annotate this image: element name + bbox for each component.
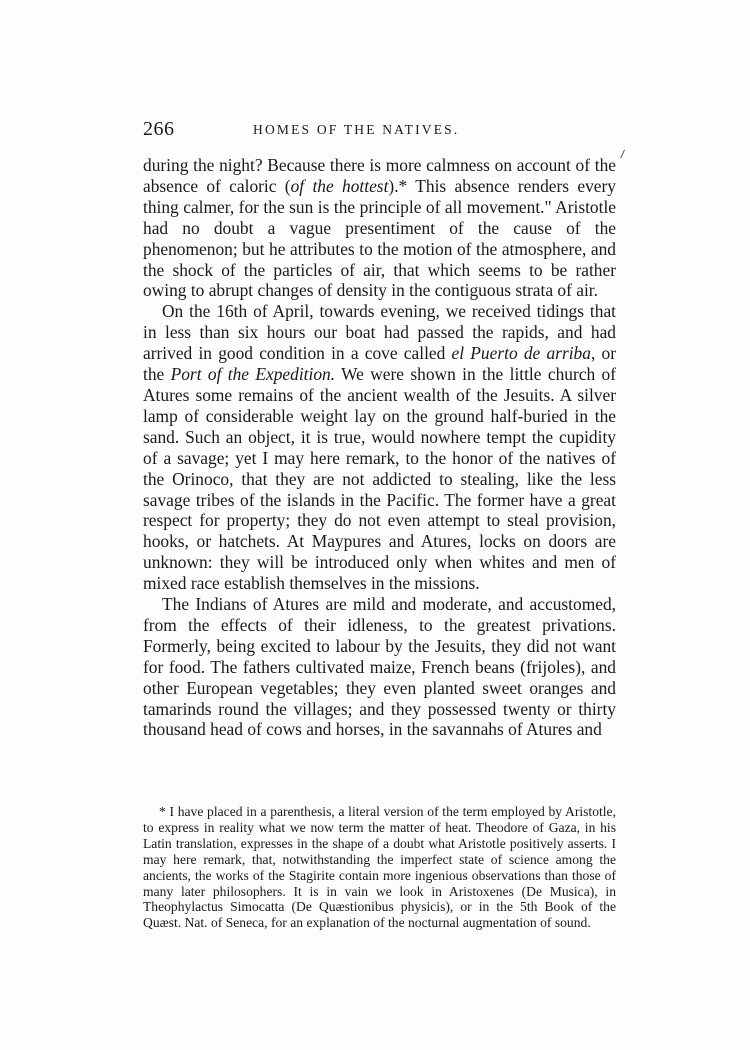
margin-mark xyxy=(620,150,627,160)
footnote xyxy=(143,804,616,931)
paragraph-2-italic-b: Port of the Expedition. xyxy=(170,364,336,385)
paragraph-2-text-a: On the 16th of April, towards evening, we received tidings that in less than six hours our boat had passed the rapids, and had arrived in good condition in a cove called xyxy=(143,301,616,364)
page-number: 266 xyxy=(143,118,175,140)
paragraph-2 xyxy=(143,301,616,594)
paragraph-1-italic: of the hottest xyxy=(290,175,389,196)
paragraph-3: The Indians of Atures are mild and moderate, and accustomed, from the effects of their idleness, to the greatest privations. Formerly, being excited to labour by the Jesuits, they did not want for food. The fathers cultivated maize, French beans (frijoles), and other European vegetables; they even planted sweet oranges and tamarinds round the villages; and they possessed twenty or thirty thousand head of cows and horses, in the savannahs of Atures and xyxy=(143,594,616,740)
body-text xyxy=(143,155,616,740)
paragraph-2-text-b: , or the xyxy=(143,343,616,385)
paragraph-2-text-c: We were shown in the little church of Atures some remains of the ancient wealth of the Jesuits. A silver lamp of considerable weight lay on the ground half-buried in the sand. Such an object, it is true, would nowhere tempt the cupidity of a savage; yet I may here remark, to the honor of the natives of the Orinoco, that they are not addicted to stealing, like the less savage tribes of the islands in the Pacific. The former have a great respect for property; they do not even attempt to steal provision, hooks, or hatchets. At Maypures and Atures, locks on doors are unknown: they will be introduced only when whites and men of mixed race establish themselves in the missions. xyxy=(143,364,617,594)
page-header xyxy=(143,118,616,142)
running-head: HOMES OF THE NATIVES. xyxy=(253,122,460,137)
paragraph-2-italic-a: el Puerto de arriba xyxy=(451,343,591,364)
paragraph-1-text-a: during the night? Because there is more calmness on account of the absence of caloric ( xyxy=(143,155,616,196)
paragraph-1 xyxy=(143,155,616,301)
paragraph-1-text-b: ).* This absence renders every thing calmer, for the sun is the principle of all movement." Aristotle had no doubt a vague presentiment of the cause of the phenomenon; but he attributes to the motion of the atmosphere, and the shock of the particles of air, that which seems to be rather owing to abrupt changes of density in the contiguous strata of air. xyxy=(143,175,616,301)
footnote-text: * I have placed in a parenthesis, a literal version of the term employed by Aristotle, to express in reality what we now term the matter of heat. Theodore of Gaza, in his Latin translation, expresses in the shape of a doubt what Aristotle positively asserts. I may here remark, that, notwithstanding the imperfect state of science among the ancients, the works of the Stagirite contain more ingenious observations than those of many later philosophers. It is in vain we look in Aristoxenes (De Musica), in Theophylactus Simocatta (De Quæstionibus physicis), or in the 5th Book of the Quæst. Nat. of Seneca, for an explanation of the nocturnal augmentation of sound. xyxy=(143,804,616,931)
